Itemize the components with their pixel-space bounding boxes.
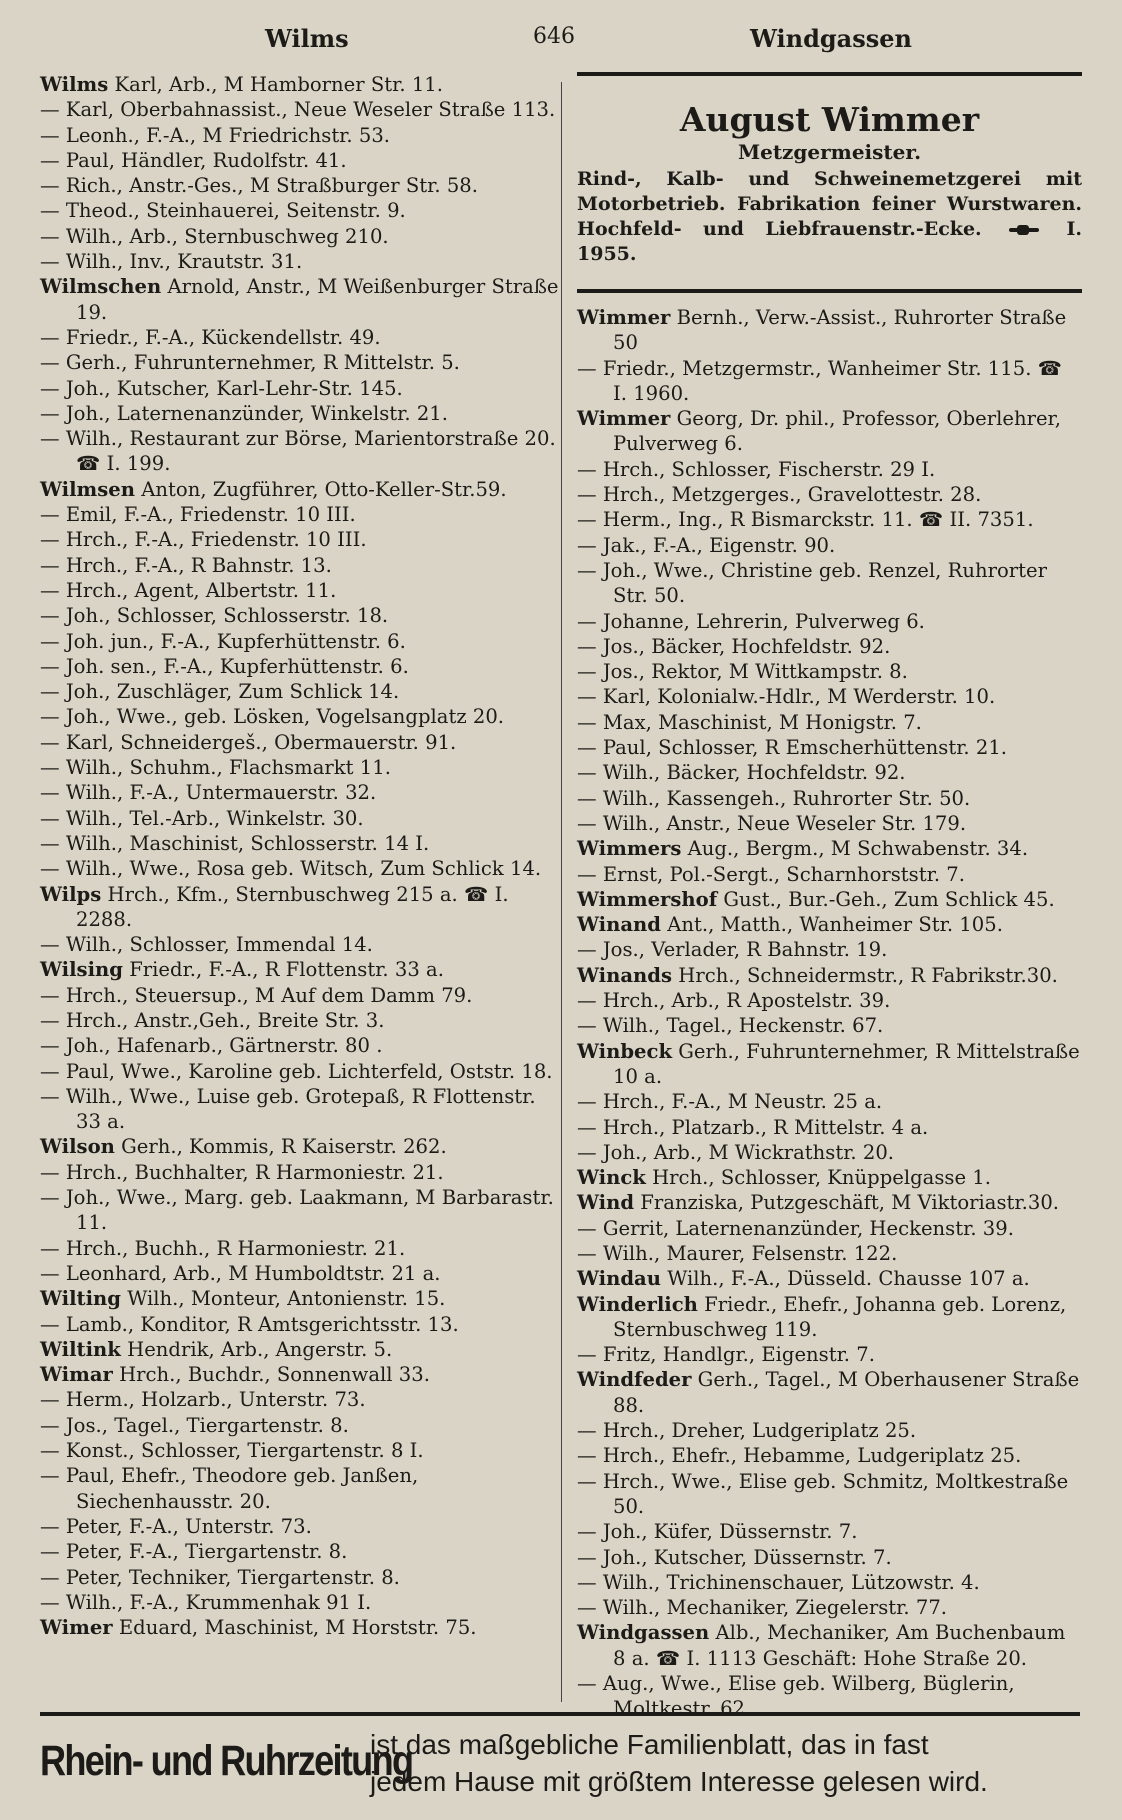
entry-details: — Joh., Wwe., Marg. geb. Laakmann, M Barbarastr. 11. [40,1186,554,1235]
entry-details: — Hrch., Ehefr., Hebamme, Ludgeriplatz 25. [577,1444,1022,1468]
entry-details: — Wilh., Inv., Krautstr. 31. [40,250,303,274]
entry-details: Hrch., Schneidermstr., R Fabrikstr.30. [678,963,1058,987]
entry-details: — Paul, Wwe., Karoline geb. Lichterfeld, Oststr. 18. [40,1059,553,1083]
directory-entry [577,684,1082,709]
entry-details: Hrch., Buchdr., Sonnenwall 33. [119,1363,430,1387]
entry-details: — Wilh., F.-A., Krummenhak 91 I. [40,1590,372,1614]
directory-entry [40,1286,560,1311]
entry-details: — Hrch., F.-A., Friedenstr. 10 III. [40,528,367,552]
directory-entry [40,502,560,527]
entry-details: — Jos., Bäcker, Hochfeldstr. 92. [577,634,891,658]
directory-entry [577,1418,1082,1443]
directory-entry [577,988,1082,1013]
entry-details: — Wilh., Arb., Sternbuschweg 210. [40,224,389,248]
directory-entry [577,356,1082,407]
entry-surname: Wilting [40,1287,121,1311]
entry-details: — Jak., F.-A., Eigenstr. 90. [577,533,836,557]
entry-details: Bernh., Verw.-Assist., Ruhrorter Straße 50 [613,306,1067,355]
entry-details: — Fritz, Handlgr., Eigenstr. 7. [577,1343,875,1367]
entry-details: — Hrch., F.-A., M Neustr. 25 a. [577,1090,883,1114]
right-column-entries [577,305,1082,1722]
directory-entry [577,963,1082,988]
directory-entry [577,887,1082,912]
directory-entry [577,811,1082,836]
directory-entry [40,148,560,173]
entry-surname: Wilson [40,1135,115,1159]
entry-details: — Joh., Zuschläger, Zum Schlick 14. [40,680,400,704]
advertisement [577,72,1082,293]
entry-details: — Joh., Arb., M Wickrathstr. 20. [577,1140,895,1164]
entry-details: Eduard, Maschinist, M Horststr. 75. [118,1616,477,1640]
directory-entry [577,836,1082,861]
entry-details: Franziska, Putzgeschäft, M Viktoriastr.30. [640,1191,1060,1215]
entry-surname: Wimmer [577,407,671,431]
entry-details: — Hrch., F.-A., R Bahnstr. 13. [40,553,332,577]
entry-surname: Wimmershof [577,887,718,911]
directory-entry [40,1514,560,1539]
directory-entry [40,654,560,679]
directory-entry [577,1140,1082,1165]
entry-details: — Wilh., F.-A., Untermauerstr. 32. [40,781,377,805]
directory-entry [40,806,560,831]
entry-details: — Karl, Schneidergeš., Obermauerstr. 91. [40,730,457,754]
entry-details: — Wilh., Maurer, Felsenstr. 122. [577,1241,898,1265]
entry-details: — Wilh., Anstr., Neue Weseler Str. 179. [577,811,967,835]
entry-details: — Paul, Händler, Rudolfstr. 41. [40,148,347,172]
directory-entry [40,603,560,628]
directory-entry [40,730,560,755]
ad-body-text: Rind-, Kalb- und Schweinemetzgerei mit Motorbetrieb. Fabrikation feiner Wurstwaren. Hochfeld- und Liebfrauenstr.-Ecke. [577,168,1082,240]
telephone-icon [1009,225,1039,235]
entry-details: — Wilh., Schuhm., Flachsmarkt 11. [40,756,391,780]
entry-details: Gerh., Fuhrunternehmer, R Mittelstraße 10 a. [613,1039,1080,1088]
directory-entry [40,553,560,578]
directory-entry [40,97,560,122]
entry-details: — Johanne, Lehrerin, Pulverweg 6. [577,609,925,633]
entry-details: — Paul, Ehefr., Theodore geb. Janßen, Siechenhausstr. 20. [40,1464,419,1513]
entry-details: — Wilh., Wwe., Rosa geb. Witsch, Zum Schlick 14. [40,857,542,881]
directory-entry [40,426,560,477]
directory-entry [40,629,560,654]
left-column [40,72,560,1640]
directory-entry [40,1337,560,1362]
entry-details: — Jos., Tagel., Tiergartenstr. 8. [40,1413,349,1437]
directory-entry [577,558,1082,609]
entry-surname: Winands [577,963,673,987]
entry-details: — Rich., Anstr.-Ges., M Straßburger Str. 58. [40,174,478,198]
directory-entry [40,1565,560,1590]
entry-details: — Friedr., F.-A., Kückendellstr. 49. [40,325,381,349]
entry-details: — Theod., Steinhauerei, Seitenstr. 9. [40,199,406,223]
footer-line-1: ist das maßgebliche Familienblatt, das in fast [370,1729,929,1760]
entry-details: Wilh., F.-A., Düsseld. Chausse 107 a. [667,1267,1030,1291]
entry-surname: Winck [577,1166,646,1190]
ad-phone: I. 1955. [577,218,1083,265]
entry-details: — Peter, Techniker, Tiergartenstr. 8. [40,1565,400,1589]
directory-entry [40,704,560,729]
entry-details: — Herm., Ing., R Bismarckstr. 11. ☎ II. 7351. [577,508,1034,532]
entry-details: — Lamb., Konditor, R Amtsgerichtsstr. 13. [40,1312,459,1336]
directory-entry [577,634,1082,659]
directory-entry [577,1545,1082,1570]
entry-details: Wilh., Monteur, Antonienstr. 15. [127,1287,446,1311]
entry-details: — Wilh., Maschinist, Schlosserstr. 14 I. [40,831,430,855]
directory-entry [577,1519,1082,1544]
entry-details: — Gerh., Fuhrunternehmer, R Mittelstr. 5. [40,351,460,375]
entry-details: Aug., Bergm., M Schwabenstr. 34. [687,837,1029,861]
directory-entry [577,1342,1082,1367]
entry-details: Gust., Bur.-Geh., Zum Schlick 45. [723,887,1055,911]
directory-entry [40,578,560,603]
directory-entry [40,401,560,426]
entry-surname: Wimar [40,1363,113,1387]
footer-line-2: jedem Hause mit größtem Interesse gelesen wird. [370,1766,988,1797]
directory-entry [40,1033,560,1058]
entry-details: — Hrch., Metzgerges., Gravelottestr. 28. [577,483,982,507]
entry-details: — Wilh., Bäcker, Hochfeldstr. 92. [577,761,906,785]
entry-details: — Konst., Schlosser, Tiergartenstr. 8 I. [40,1439,424,1463]
entry-details: — Peter, F.-A., Unterstr. 73. [40,1514,312,1538]
entry-details: — Max, Maschinist, M Honigstr. 7. [577,710,922,734]
directory-entry [40,1160,560,1185]
entry-details: — Ernst, Pol.-Sergt., Scharnhorststr. 7. [577,862,965,886]
directory-entry [40,831,560,856]
entry-details: — Wilh., Tagel., Heckenstr. 67. [577,1014,884,1038]
directory-entry [577,659,1082,684]
directory-entry [577,1469,1082,1520]
entry-details: — Jos., Verlader, R Bahnstr. 19. [577,938,888,962]
directory-entry [577,406,1082,457]
entry-details: — Emil, F.-A., Friedenstr. 10 III. [40,503,356,527]
entry-details: Friedr., F.-A., R Flottenstr. 33 a. [129,958,444,982]
ad-trade: Metzgermeister. [737,140,922,164]
directory-entry [577,1595,1082,1620]
entry-details: — Hrch., Schlosser, Fischerstr. 29 I. [577,457,936,481]
entry-surname: Wilms [40,73,109,96]
directory-entry [577,507,1082,532]
entry-details: — Wilh., Tel.-Arb., Winkelstr. 30. [40,806,364,830]
entry-details: Georg, Dr. phil., Professor, Oberlehrer, Pulverweg 6. [613,407,1061,456]
header-first-entry: Wilms [265,24,349,53]
entry-details: — Herm., Holzarb., Unterstr. 73. [40,1388,366,1412]
entry-details: — Hrch., Buchhalter, R Harmoniestr. 21. [40,1160,444,1184]
entry-details: — Wilh., Restaurant zur Börse, Marientorstraße 20. ☎ I. 199. [40,427,556,476]
entry-details: Anton, Zugführer, Otto-Keller-Str.59. [141,477,507,501]
entry-surname: Wilps [40,882,102,906]
entry-details: — Joh., Kutscher, Karl-Lehr-Str. 145. [40,376,403,400]
directory-entry [40,249,560,274]
entry-details: — Karl, Kolonialw.-Hdlr., M Werderstr. 10. [577,685,996,709]
entry-details: — Leonhard, Arb., M Humboldtstr. 21 a. [40,1261,441,1285]
directory-entry [40,173,560,198]
directory-entry [40,477,560,502]
directory-entry [40,1539,560,1564]
directory-entry [40,1590,560,1615]
directory-entry [577,786,1082,811]
directory-entry [40,72,560,97]
entry-details: — Joh., Wwe., geb. Lösken, Vogelsangplatz 20. [40,705,505,729]
directory-entry [577,457,1082,482]
entry-surname: Wilsing [40,958,123,982]
directory-entry [40,274,560,325]
entry-surname: Windgassen [577,1621,710,1645]
entry-details: Hrch., Schlosser, Knüppelgasse 1. [652,1166,991,1190]
directory-entry [40,1185,560,1236]
entry-details: — Wilh., Wwe., Luise geb. Grotepaß, R Flottenstr. 33 a. [40,1084,536,1134]
directory-entry [577,1266,1082,1291]
entry-details: Arnold, Anstr., M Weißenburger Straße 19. [76,275,559,324]
entry-details: Gerh., Tagel., M Oberhausener Straße 88. [613,1368,1080,1417]
directory-entry [577,1013,1082,1038]
header-last-entry: Windgassen [750,24,912,53]
directory-entry [577,1620,1082,1671]
directory-entry [40,1615,560,1640]
entry-details: — Peter, F.-A., Tiergartenstr. 8. [40,1540,348,1564]
directory-entry [577,912,1082,937]
directory-entry [577,1241,1082,1266]
directory-entry [577,533,1082,558]
entry-surname: Wiltink [40,1337,121,1361]
footer-slogan [370,1726,1080,1800]
directory-entry [40,350,560,375]
directory-entry [40,983,560,1008]
entry-details: — Joh., Hafenarb., Gärtnerstr. 80 . [40,1034,383,1058]
entry-details: — Hrch., Anstr.,Geh., Breite Str. 3. [40,1008,385,1032]
entry-details: — Friedr., Metzgermstr., Wanheimer Str. 115. ☎ I. 1960. [577,356,1063,405]
entry-details: — Karl, Oberbahnassist., Neue Weseler Straße 113. [40,98,556,122]
entry-details: — Wilh., Trichinenschauer, Lützowstr. 4. [577,1570,980,1594]
entry-details: — Paul, Schlosser, R Emscherhüttenstr. 21. [577,736,1008,760]
entry-surname: Wilmsen [40,477,136,501]
entry-details: — Hrch., Dreher, Ludgeriplatz 25. [577,1419,917,1443]
directory-entry [40,1413,560,1438]
right-column [577,72,1082,1722]
entry-surname: Winand [577,913,661,937]
entry-details: Friedr., Ehefr., Johanna geb. Lorenz, Sternbuschweg 119. [613,1292,1067,1341]
directory-entry [40,780,560,805]
directory-entry [40,325,560,350]
entry-details: — Joh., Kutscher, Düssernstr. 7. [577,1545,892,1569]
entry-surname: Windau [577,1267,661,1291]
entry-details: — Joh. jun., F.-A., Kupferhüttenstr. 6. [40,629,406,653]
directory-entry [577,1089,1082,1114]
entry-surname: Wilmschen [40,275,162,299]
directory-entry [577,1570,1082,1595]
newspaper-logo: Rhein- und Ruhrzeitung [40,1737,413,1785]
directory-entry [40,376,560,401]
entry-details: — Joh., Wwe., Christine geb. Renzel, Ruhrorter Str. 50. [577,558,1047,608]
directory-entry [40,1438,560,1463]
directory-entry [40,1059,560,1084]
entry-details: Alb., Mechaniker, Am Buchenbaum 8 a. ☎ I. 1113 Geschäft: Hohe Straße 20. [613,1621,1066,1670]
directory-entry [577,735,1082,760]
directory-entry [40,932,560,957]
entry-details: — Hrch., Wwe., Elise geb. Schmitz, Moltkestraße 50. [577,1469,1069,1518]
entry-details: — Aug., Wwe., Elise geb. Wilberg, Büglerin, Moltkestr. 62. [577,1672,1015,1721]
directory-entry [40,679,560,704]
entry-details: — Gerrit, Laternenanzünder, Heckenstr. 39. [577,1216,1014,1240]
entry-details: Karl, Arb., M Hamborner Str. 11. [114,73,443,96]
footer-advertisement [40,1712,1080,1802]
directory-entry [40,1236,560,1261]
entry-details: Ant., Matth., Wanheimer Str. 105. [667,913,1003,937]
entry-details: — Jos., Rektor, M Wittkampstr. 8. [577,660,908,684]
directory-entry [40,856,560,881]
entry-details: Hrch., Kfm., Sternbuschweg 215 a. ☎ I. 2288. [76,882,509,931]
entry-surname: Winderlich [577,1292,698,1316]
entry-surname: Wimmers [577,837,682,861]
directory-entry [577,1190,1082,1215]
page-header [0,24,1122,60]
directory-entry [40,224,560,249]
entry-surname: Winbeck [577,1039,673,1063]
entry-details: — Joh. sen., F.-A., Kupferhüttenstr. 6. [40,654,409,678]
directory-entry [40,1261,560,1286]
directory-entry [40,1463,560,1514]
entry-details: — Joh., Schlosser, Schlosserstr. 18. [40,604,389,628]
directory-entry [40,1134,560,1159]
directory-entry [40,1387,560,1412]
entry-surname: Windfeder [577,1368,692,1392]
directory-entry [577,482,1082,507]
column-divider [561,82,562,1702]
entry-details: — Hrch., Platzarb., R Mittelstr. 4 a. [577,1115,929,1139]
ad-name: August Wimmer [679,100,980,139]
directory-entry [40,1312,560,1337]
directory-entry [577,862,1082,887]
directory-entry [577,1115,1082,1140]
directory-entry [577,1216,1082,1241]
directory-entry [40,198,560,223]
entry-details: — Joh., Laternenanzünder, Winkelstr. 21. [40,401,448,425]
entry-details: Gerh., Kommis, R Kaiserstr. 262. [121,1135,447,1159]
entry-details: Hendrik, Arb., Angerstr. 5. [127,1337,393,1361]
entry-surname: Wimer [40,1616,113,1640]
directory-entry [577,1292,1082,1343]
directory-entry [40,1362,560,1387]
entry-details: — Wilh., Schlosser, Immendal 14. [40,933,373,957]
directory-entry [40,527,560,552]
entry-details: — Leonh., F.-A., M Friedrichstr. 53. [40,123,391,147]
directory-entry [40,755,560,780]
entry-details: — Hrch., Arb., R Apostelstr. 39. [577,989,891,1013]
ad-body [577,167,1082,267]
entry-surname: Wind [577,1191,635,1215]
entry-details: — Hrch., Agent, Albertstr. 11. [40,578,337,602]
directory-entry [577,609,1082,634]
entry-surname: Wimmer [577,306,671,329]
directory-entry [40,1084,560,1135]
directory-entry [577,710,1082,735]
directory-entry [577,937,1082,962]
directory-entry [40,123,560,148]
directory-entry [577,1443,1082,1468]
directory-entry [40,1008,560,1033]
directory-entry [40,882,560,933]
directory-entry [40,957,560,982]
entry-details: — Joh., Küfer, Düssernstr. 7. [577,1520,858,1544]
directory-entry [577,1165,1082,1190]
entry-details: — Hrch., Buchh., R Harmoniestr. 21. [40,1236,406,1260]
directory-entry [577,305,1082,356]
directory-entry [577,1039,1082,1090]
entry-details: — Wilh., Kassengeh., Ruhrorter Str. 50. [577,786,971,810]
directory-entry [577,1367,1082,1418]
page-number: 646 [533,24,575,49]
entry-details: — Hrch., Steuersup., M Auf dem Damm 79. [40,983,473,1007]
directory-entry [577,760,1082,785]
entry-details: — Wilh., Mechaniker, Ziegelerstr. 77. [577,1596,948,1620]
